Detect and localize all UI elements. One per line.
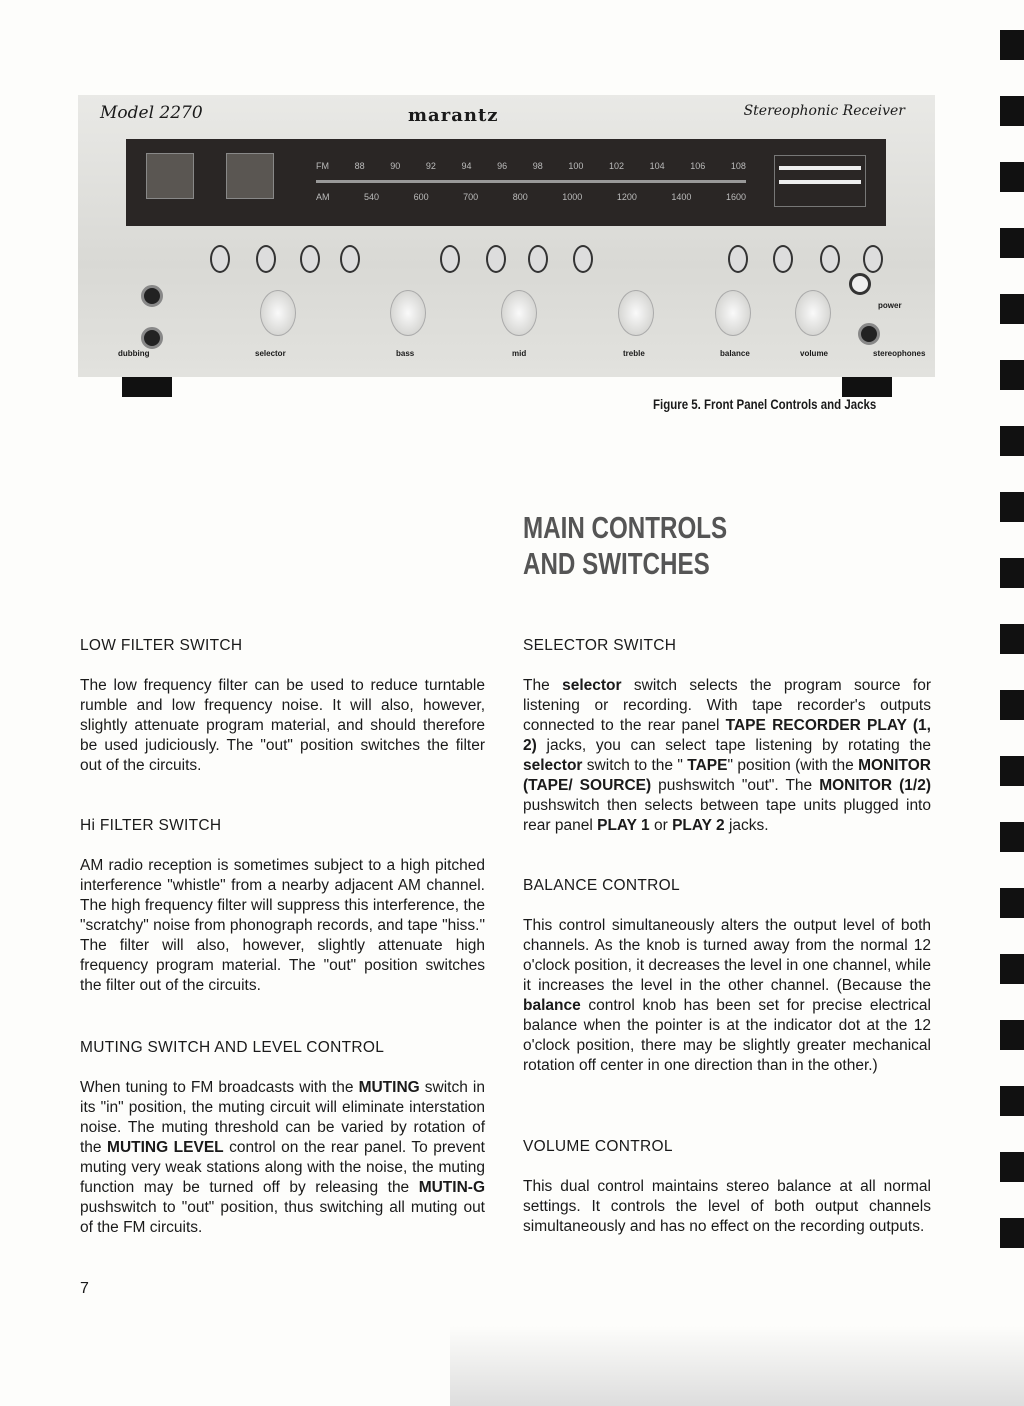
spiral-binding [1000, 30, 1024, 1290]
model-label: Model 2270 [100, 103, 203, 123]
band-label: AM [316, 192, 330, 202]
receiver-foot [122, 377, 172, 397]
bold-term: PLAY 2 [672, 817, 725, 834]
receiver-front-panel-photo [78, 95, 935, 377]
receiver-foot [842, 377, 892, 397]
knob-label: bass [396, 349, 415, 358]
brand-logo: marantz [408, 105, 499, 126]
section-selector [523, 637, 931, 836]
page-number: 7 [80, 1280, 89, 1297]
binding-ring [1000, 294, 1024, 324]
binding-ring [1000, 888, 1024, 918]
dial-tick-label: 92 [425, 161, 436, 171]
bold-term: MUTING [358, 1079, 420, 1096]
binding-ring [1000, 1152, 1024, 1182]
section-hi-filter [80, 817, 485, 996]
section-heading: MUTING SWITCH AND LEVEL CONTROL [80, 1039, 385, 1056]
binding-ring [1000, 30, 1024, 60]
binding-ring [1000, 690, 1024, 720]
binding-ring [1000, 1020, 1024, 1050]
binding-ring [1000, 756, 1024, 786]
text-run: The low frequency filter can be used to reduce turntable rumble and low frequency noise. It will also, however, slightly attenuate program material, and should therefore be used judiciously. The "out" position switches the filter out of the circuits. [80, 677, 485, 774]
binding-ring [1000, 558, 1024, 588]
signal-meter [146, 153, 194, 199]
receiver-subtitle: Stereophonic Receiver [743, 103, 905, 119]
text-run: The [523, 677, 563, 694]
text-run: This dual control maintains stereo balance at all normal settings. It controls the level of both output channels simultaneously and has no effect on the recording outputs. [523, 1178, 931, 1235]
section-body [80, 676, 485, 776]
fm-scale [316, 155, 746, 177]
text-run: When tuning to FM broadcasts with the [80, 1079, 359, 1096]
bold-term: TAPE RECORDER PLAY (1, 2) [523, 717, 931, 754]
section-body [523, 676, 931, 836]
text-run: AM radio reception is sometimes subject to a high pitched interference "whistle" from a nearby adjacent AM channel. The high frequency filter will suppress this interference, the "scratchy" noise from phonograph records, and tape "hiss." The filter will also, however, slightly attenuate high frequency program material. The "out" position switches the filter out of the circuits. [80, 857, 485, 994]
binding-ring [1000, 954, 1024, 984]
text-run: switch in its "in" position, the muting circuit will eliminate interstation noise. The muting threshold can be varied by rotation of the [80, 1079, 485, 1156]
knob-label: dubbing [118, 349, 150, 358]
dial-tick-label: 1200 [616, 192, 637, 202]
section-heading: VOLUME CONTROL [523, 1138, 673, 1155]
section-heading: BALANCE CONTROL [523, 877, 680, 894]
dial-tick-label: 100 [568, 161, 584, 171]
section-heading: LOW FILTER SWITCH [80, 637, 243, 654]
text-run: control knob has been set for precise electrical balance when the pointer is at the indicator dot at the 12 o'clock position, there may be slightly greater mechanical rotation off center in one direction than in the other.) [523, 997, 931, 1074]
binding-ring [1000, 1218, 1024, 1248]
dial-tick-label: 88 [354, 161, 365, 171]
dial-tick-label: 108 [730, 161, 746, 171]
text-run: This control simultaneously alters the output level of both channels. As the knob is turned away from the normal 12 o'clock position, it decreases the level in one channel, while it increases the level in the other channel. (Because the [523, 917, 931, 994]
knob-label: mid [512, 349, 527, 358]
tuning-dial [126, 139, 886, 226]
bold-term: MONITOR (1/2) [819, 777, 931, 794]
dial-scale [316, 155, 746, 208]
stereophones-jack [858, 323, 880, 345]
am-scale [316, 186, 746, 208]
band-label: FM [316, 161, 329, 171]
bold-term: MUTIN-G [418, 1179, 485, 1196]
section-body [523, 1177, 931, 1237]
binding-ring [1000, 822, 1024, 852]
knob-label: treble [623, 349, 645, 358]
text-run: jacks, you can select tape listening by rotating the [536, 737, 931, 754]
section-body [80, 1078, 485, 1238]
dial-tick-label: 600 [413, 192, 429, 202]
dial-tick-label: 1000 [562, 192, 583, 202]
power-label: power [878, 301, 902, 310]
binding-ring [1000, 624, 1024, 654]
dubbing-jack-in [141, 285, 163, 307]
dial-tick-label: 96 [497, 161, 508, 171]
dial-tick-label: 1600 [725, 192, 746, 202]
bold-term: balance [523, 997, 581, 1014]
section-volume [523, 1138, 931, 1237]
text-run: pushswitch "out". The [651, 777, 820, 794]
knob-label: stereophones [873, 349, 926, 358]
binding-ring [1000, 96, 1024, 126]
text-run: control on the rear panel. To prevent muting very weak stations along with the noise, the muting function may be turned off by releasing the [80, 1139, 485, 1196]
section-heading: SELECTOR SWITCH [523, 637, 677, 654]
title-line: AND SWITCHES [523, 546, 710, 581]
binding-ring [1000, 426, 1024, 456]
text-run: " position (with the [727, 757, 859, 774]
dial-tick-label: 800 [512, 192, 528, 202]
text-run: switch to the " [582, 757, 688, 774]
text-run: pushswitch then selects between tape units plugged into rear panel [523, 797, 931, 834]
scan-shadow [450, 1326, 1024, 1406]
section-low-filter [80, 637, 485, 776]
binding-ring [1000, 162, 1024, 192]
text-run: jacks. [724, 817, 769, 834]
dial-tick-label: 700 [463, 192, 479, 202]
power-switch [849, 273, 871, 295]
section-heading: Hi FILTER SWITCH [80, 817, 222, 834]
knob-label: selector [255, 349, 286, 358]
bold-term: PLAY 1 [597, 817, 650, 834]
binding-ring [1000, 1086, 1024, 1116]
dial-tick-label: 106 [690, 161, 706, 171]
tuning-meter [226, 153, 274, 199]
dial-tick-label: 90 [390, 161, 401, 171]
bold-term: selector [562, 677, 622, 694]
title-line: MAIN CONTROLS [523, 510, 728, 545]
dial-tick-label: 98 [532, 161, 543, 171]
text-run: switch selects the program source for listening or recording. With tape recorder's outputs connected to the rear panel [523, 677, 931, 734]
dubbing-jack-out [141, 327, 163, 349]
section-body [80, 856, 485, 996]
binding-ring [1000, 492, 1024, 522]
bold-term: TAPE [687, 757, 728, 774]
section-muting [80, 1039, 485, 1238]
dial-tick-label: 1400 [671, 192, 692, 202]
text-run: pushswitch to "out" position, thus switching all muting out of the FM circuits. [80, 1199, 485, 1236]
figure-caption: Figure 5. Front Panel Controls and Jacks [653, 396, 877, 412]
dial-tick-label: 540 [364, 192, 380, 202]
tuning-indicator [774, 155, 866, 207]
dial-tick-label: 104 [649, 161, 665, 171]
bold-term: MONITOR (TAPE/ SOURCE) [523, 757, 931, 794]
text-run: or [649, 817, 673, 834]
knob-label: volume [800, 349, 829, 358]
dial-tick-label: 94 [461, 161, 472, 171]
bold-term: MUTING LEVEL [107, 1139, 224, 1156]
binding-ring [1000, 228, 1024, 258]
section-balance [523, 877, 931, 1076]
bold-term: selector [523, 757, 583, 774]
knob-label: balance [720, 349, 750, 358]
page-title [523, 510, 727, 582]
dial-tick-label: 102 [609, 161, 625, 171]
section-body [523, 916, 931, 1076]
binding-ring [1000, 360, 1024, 390]
